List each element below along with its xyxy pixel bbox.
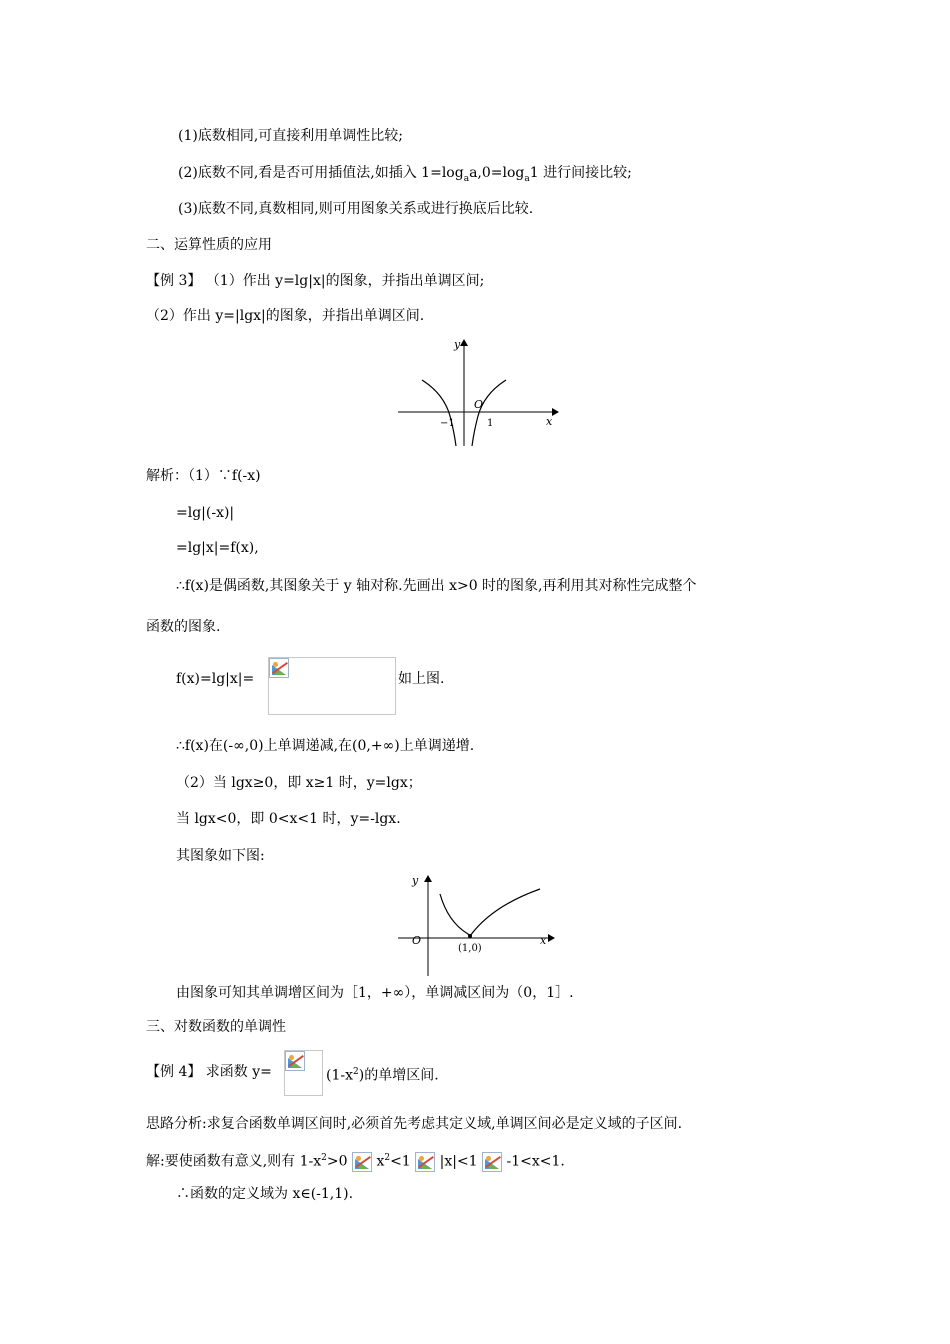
tick-label: 1 — [487, 418, 494, 429]
formula-image-frame — [284, 1050, 323, 1096]
text-line: （2）作出 y=|lgx|的图象，并指出单调区间. — [146, 308, 425, 324]
text-line: (1)底数相同,可直接利用单调性比较; — [178, 128, 403, 144]
tick-label: −1 — [440, 418, 455, 429]
solution-label: 解析：（1）∵f(-x) — [146, 468, 261, 484]
text-line: f(x)=lg|x|= — [176, 671, 255, 687]
text-line: 思路分析:求复合函数单调区间时,必须首先考虑其定义域,单调区间必是定义域的子区间. — [146, 1116, 683, 1132]
example-title: 【例 4】 求函数 y= — [146, 1064, 272, 1080]
text-line: 函数的图象. — [146, 619, 221, 635]
text-line: 如上图. — [398, 671, 445, 687]
formula-image-frame — [268, 657, 396, 715]
broken-image-icon — [269, 658, 289, 678]
point-label: (1,0) — [458, 943, 482, 954]
broken-image-icon — [482, 1152, 502, 1172]
text-line: =lg|x|=f(x), — [176, 540, 259, 556]
text-line: =lg|(-x)| — [176, 505, 235, 521]
broken-image-icon — [415, 1152, 435, 1172]
x-axis-label: x — [540, 934, 547, 947]
text-line: 解:要使函数有意义,则有 $1-x^2>0$ $x^2<1$ |x|<1 -1<x<1. — [146, 1153, 565, 1170]
text-line: $(1-x^2)$的单增区间. — [326, 1067, 439, 1084]
graph-abs-lg-x — [392, 872, 562, 978]
text-line: 由图象可知其单调增区间为［1，+∞），单调减区间为（0，1］. — [176, 985, 574, 1001]
section-heading: 二、运算性质的应用 — [146, 237, 272, 253]
text-line: 其图象如下图: — [176, 848, 265, 864]
text-line: (2)底数不同,看是否可用插值法,如插入 $1=\log_aa,0=\log_a1$ 进行间接比较; — [178, 165, 632, 184]
text-line: ∴函数的定义域为 x∈(-1,1). — [176, 1186, 354, 1202]
text-line: (3)底数不同,真数相同,则可用图象关系或进行换底后比较. — [178, 201, 534, 217]
x-axis-label: x — [546, 415, 553, 428]
origin-label: O — [474, 398, 484, 411]
y-axis-label: y — [454, 338, 461, 351]
text-line: ∴f(x)是偶函数,其图象关于 y 轴对称.先画出 x>0 时的图象,再利用其对称性完成整个 — [176, 578, 697, 594]
broken-image-icon — [352, 1152, 372, 1172]
y-axis-label: y — [412, 874, 419, 887]
example-title: 【例 3】 （1）作出 y=lg|x|的图象，并指出单调区间; — [146, 273, 485, 289]
text-line: （2）当 lgx≥0，即 x≥1 时，y=lgx； — [176, 775, 422, 791]
text-line: ∴f(x)在(-∞,0)上单调递减,在(0,+∞)上单调递增. — [176, 738, 475, 754]
origin-label: O — [412, 934, 422, 947]
broken-image-icon — [285, 1051, 305, 1071]
section-heading: 三、对数函数的单调性 — [146, 1019, 286, 1035]
text-line: 当 lgx<0，即 0<x<1 时，y=-lgx. — [176, 811, 401, 827]
graph-lg-abs-x — [392, 336, 562, 448]
